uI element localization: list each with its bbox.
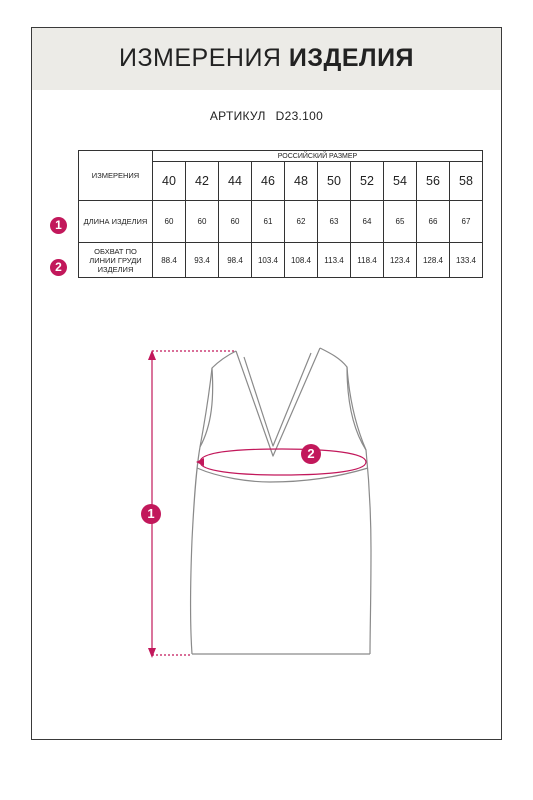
table-cell: 88.4	[153, 243, 186, 278]
row-label-length: ДЛИНА ИЗДЕЛИЯ	[79, 201, 153, 243]
measurements-header: ИЗМЕРЕНИЯ	[79, 151, 153, 201]
table-cell: 67	[450, 201, 483, 243]
table-cell: 65	[384, 201, 417, 243]
table-cell: 61	[252, 201, 285, 243]
table-cell: 93.4	[186, 243, 219, 278]
size-header: 42	[186, 162, 219, 201]
table-cell: 108.4	[285, 243, 318, 278]
table-cell: 133.4	[450, 243, 483, 278]
size-header: 52	[351, 162, 384, 201]
table-cell: 103.4	[252, 243, 285, 278]
title-regular: ИЗМЕРЕНИЯ	[118, 44, 282, 72]
table-cell: 113.4	[318, 243, 351, 278]
size-header: 54	[384, 162, 417, 201]
size-header: 56	[417, 162, 450, 201]
size-header: 46	[252, 162, 285, 201]
table-cell: 60	[153, 201, 186, 243]
table-cell: 64	[351, 201, 384, 243]
size-header: 48	[285, 162, 318, 201]
length-measurement	[148, 350, 236, 658]
size-header: 40	[153, 162, 186, 201]
size-header: 58	[450, 162, 483, 201]
table-cell: 66	[417, 201, 450, 243]
row-marker-length: 1	[50, 217, 67, 234]
tank-top-outline	[191, 348, 372, 654]
article-code: D23.100	[275, 109, 324, 123]
table-cell: 128.4	[417, 243, 450, 278]
table-cell: 60	[186, 201, 219, 243]
size-header: 44	[219, 162, 252, 201]
title-bold: ИЗДЕЛИЯ	[288, 44, 415, 72]
table-cell: 98.4	[219, 243, 252, 278]
row-label-chest: ОБХВАТ ПО ЛИНИИ ГРУДИ ИЗДЕЛИЯ	[79, 243, 153, 278]
article-label: АРТИКУЛ	[209, 109, 266, 123]
size-header: 50	[318, 162, 351, 201]
table-cell: 62	[285, 201, 318, 243]
chest-measurement	[196, 449, 366, 475]
row-marker-chest: 2	[50, 259, 67, 276]
size-group-header: РОССИЙСКИЙ РАЗМЕР	[153, 151, 483, 162]
diagram-marker-length: 1	[141, 504, 161, 524]
table-cell: 118.4	[351, 243, 384, 278]
diagram-marker-chest: 2	[301, 444, 321, 464]
table-cell: 60	[219, 201, 252, 243]
table-cell: 123.4	[384, 243, 417, 278]
table-cell: 63	[318, 201, 351, 243]
